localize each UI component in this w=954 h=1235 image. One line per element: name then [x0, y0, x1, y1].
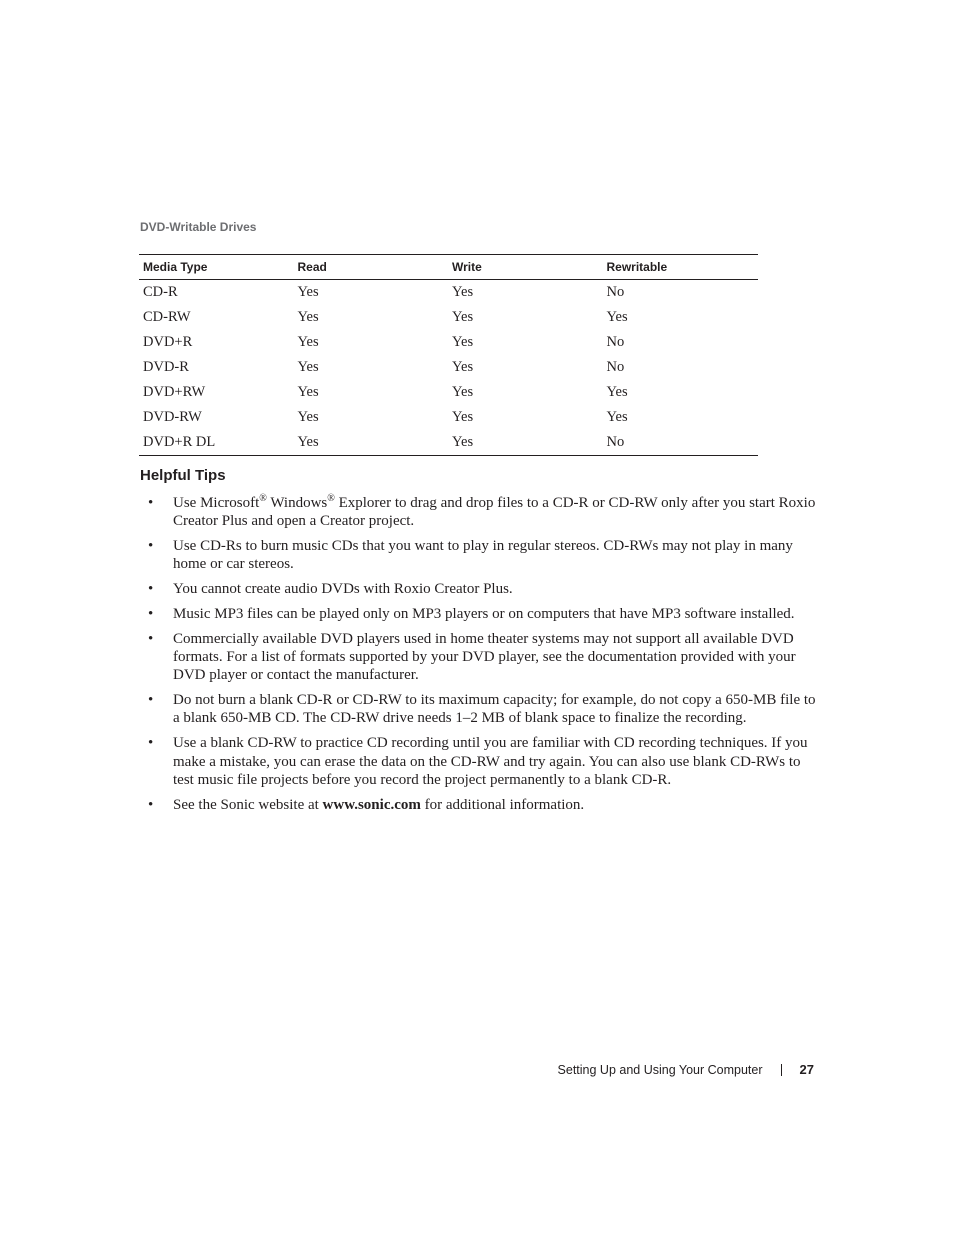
rewritable-cell: No: [606, 284, 625, 300]
read-cell: Yes: [297, 334, 319, 350]
list-item: [140, 605, 820, 623]
tip-text: Commercially available DVD players used in home theater systems may not support all available DVD formats. For a list of formats supported by your DVD player, see the documentation provided with your DVD player or contact the manufacturer.: [173, 630, 796, 684]
read-cell: Yes: [297, 384, 319, 400]
rewritable-cell: No: [606, 334, 625, 350]
list-item: [140, 537, 820, 574]
bullet: •: [148, 605, 154, 622]
list-item: [140, 630, 820, 685]
page-number: 27: [799, 1062, 814, 1077]
tip-text: Use CD-Rs to burn music CDs that you want to play in regular stereos. CD-RWs may not play in many home or car stereos.: [173, 538, 793, 573]
write-cell: Yes: [452, 284, 474, 300]
rewritable-cell: Yes: [606, 309, 628, 325]
read-cell: Yes: [294, 430, 449, 456]
dvd-writable-drives-table: [139, 254, 758, 456]
list-item: [140, 580, 820, 598]
list-item: [140, 494, 820, 531]
tip-text: Explorer to drag and drop files to a CD-R or CD-RW only after you start Roxio Creator Plus and open a Creator project.: [173, 495, 816, 530]
media-type-cell: DVD-R: [143, 359, 189, 375]
table-row: [139, 405, 758, 430]
tip-text: You cannot create audio DVDs with Roxio Creator Plus.: [173, 581, 513, 598]
column-header-read: Read: [294, 255, 449, 280]
bullet: •: [148, 735, 154, 752]
tip-text: for additional information.: [420, 796, 585, 813]
registered-mark: ®: [259, 493, 267, 504]
footer-section-title: Setting Up and Using Your Computer: [557, 1062, 763, 1077]
tip-text: Windows: [266, 495, 328, 511]
column-header-media-type: Media Type: [139, 255, 294, 280]
read-cell: Yes: [297, 309, 319, 325]
bullet: •: [148, 796, 154, 813]
table-row: [139, 430, 758, 456]
registered-mark: ®: [327, 493, 335, 504]
read-cell: Yes: [297, 409, 319, 425]
tip-text: Do not burn a blank CD-R or CD-RW to its maximum capacity; for example, do not copy a 650-MB file to a blank 650-MB CD. The CD-RW drive needs 1–2 MB of blank space to finalize the recording.: [173, 692, 816, 727]
write-cell: Yes: [448, 430, 603, 456]
media-type-cell: DVD-RW: [143, 409, 202, 425]
media-type-cell: DVD+R DL: [139, 430, 294, 456]
table-row: [139, 305, 758, 330]
table-row: [139, 380, 758, 405]
write-cell: Yes: [452, 384, 474, 400]
write-cell: Yes: [452, 309, 474, 325]
rewritable-cell: Yes: [606, 384, 628, 400]
rewritable-cell: No: [606, 359, 625, 375]
tip-text: Use a blank CD-RW to practice CD recording until you are familiar with CD recording techniques. If you make a mistake, you can erase the data on the CD-RW and try again. You can also use blank CD-RWs to test music file projects before you record the project permanently to a blank CD-R.: [173, 735, 808, 788]
bullet: •: [148, 495, 154, 511]
table-row: [139, 355, 758, 380]
tip-text: Use Microsoft: [173, 495, 260, 511]
media-type-cell: DVD+R: [143, 334, 193, 350]
table-header-row: [139, 255, 758, 280]
bullet: •: [148, 538, 154, 555]
media-type-cell: CD-R: [143, 284, 178, 300]
write-cell: Yes: [452, 334, 474, 350]
rewritable-cell: No: [603, 430, 759, 456]
list-item: [140, 691, 820, 728]
sonic-website-link[interactable]: www.sonic.com: [322, 796, 421, 813]
column-header-write: Write: [448, 255, 603, 280]
footer-separator: [781, 1064, 782, 1076]
write-cell: Yes: [452, 409, 474, 425]
write-cell: Yes: [452, 359, 474, 375]
bullet: •: [148, 692, 154, 709]
tip-text: See the Sonic website at: [173, 796, 323, 813]
tip-text: Music MP3 files can be played only on MP3 players or on computers that have MP3 software installed.: [173, 605, 795, 622]
table-row: [139, 280, 758, 306]
column-header-rewritable: Rewritable: [603, 255, 759, 280]
table-caption: DVD-Writable Drives: [140, 220, 257, 234]
table-row: [139, 330, 758, 355]
bullet: •: [148, 630, 154, 647]
section-heading-helpful-tips: Helpful Tips: [140, 467, 226, 484]
rewritable-cell: Yes: [606, 409, 628, 425]
media-type-cell: CD-RW: [143, 309, 191, 325]
helpful-tips-list: [140, 494, 820, 820]
bullet: •: [148, 581, 154, 598]
list-item: [140, 796, 820, 814]
media-type-cell: DVD+RW: [143, 384, 206, 400]
page-footer: [558, 1062, 814, 1077]
read-cell: Yes: [297, 359, 319, 375]
read-cell: Yes: [297, 284, 319, 300]
list-item: [140, 734, 820, 789]
